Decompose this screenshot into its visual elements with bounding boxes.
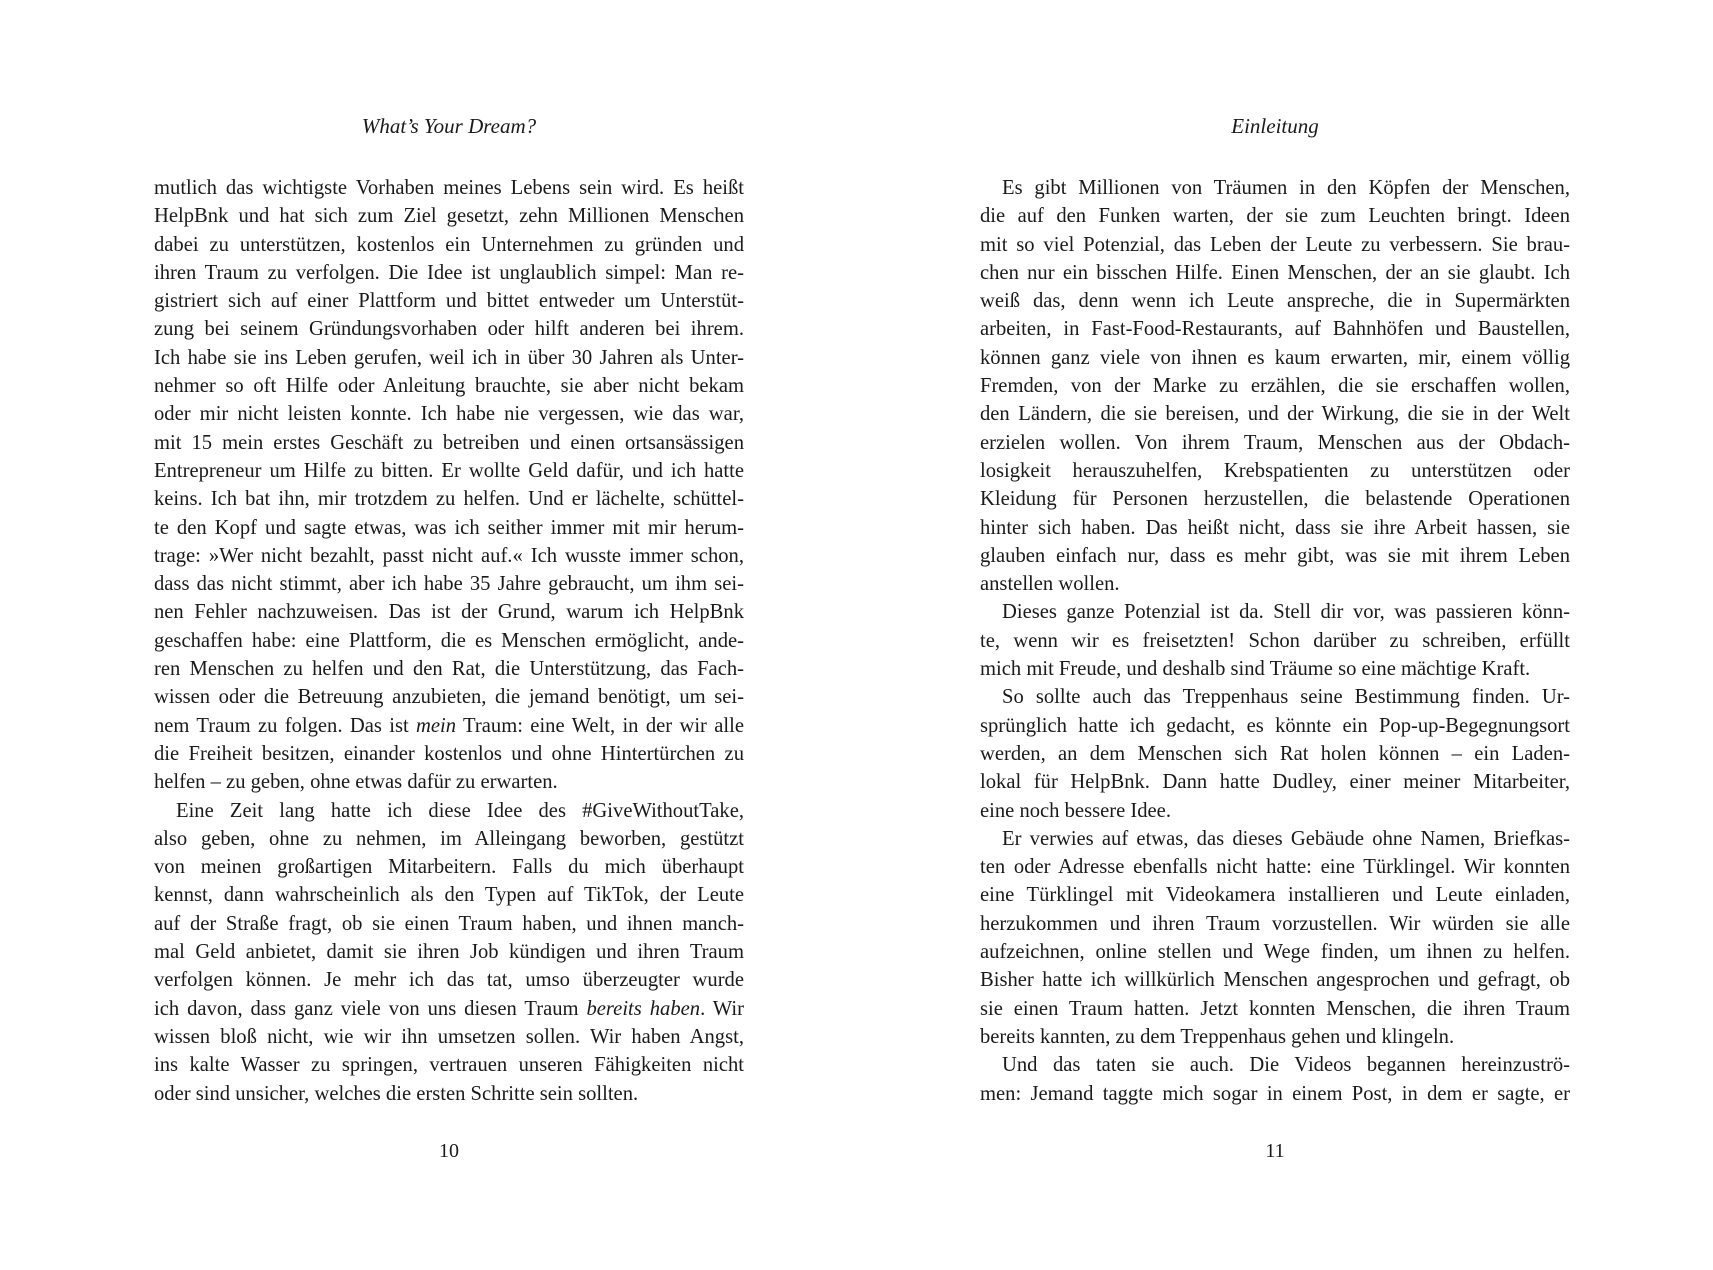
text-line: men: Jemand taggte mich sogar in einem Post, in dem er sagte, er <box>980 1082 1570 1105</box>
text-line: oder mir nicht leisten konnte. Ich habe nie vergessen, wie das war, <box>154 403 744 426</box>
text-line: mal Geld anbietet, damit sie ihren Job kündigen und ihren Traum <box>154 941 744 964</box>
text-line: Dieses ganze Potenzial ist da. Stell dir vor, was passieren könn- <box>1002 601 1570 624</box>
text-line: den Ländern, die sie bereisen, und der Wirkung, die sie in der Welt <box>980 403 1570 426</box>
text-line: dabei zu unterstützen, kostenlos ein Unternehmen zu gründen und <box>154 233 744 256</box>
page-number: 10 <box>439 1140 459 1162</box>
text-line: ren Menschen zu helfen und den Rat, die Unterstützung, das Fach- <box>154 658 744 681</box>
text-line: auf der Straße fragt, ob sie einen Traum haben, und ihnen manch- <box>154 912 744 935</box>
text-line: keins. Ich bat ihn, mir trotzdem zu helfen. Und er lächelte, schüttel- <box>154 488 744 511</box>
text-line: ich davon, dass ganz viele von uns diesen Traum bereits haben. Wir <box>154 997 744 1020</box>
text-line: aufzeichnen, online stellen und Wege finden, um ihnen zu helfen. <box>980 941 1570 964</box>
text-line: trage: »Wer nicht bezahlt, passt nicht auf.« Ich wusste immer schon, <box>154 544 744 567</box>
text-line: Eine Zeit lang hatte ich diese Idee des #GiveWithoutTake, <box>176 799 744 822</box>
text-line: anstellen wollen. <box>980 573 1120 596</box>
text-line: wissen oder die Betreuung anzubieten, die jemand benötigt, um sei- <box>154 686 744 709</box>
text-line: ten oder Adresse ebenfalls nicht hatte: eine Türklingel. Wir konnten <box>980 856 1570 879</box>
text-line: Entrepreneur um Hilfe zu bitten. Er wollte Geld dafür, und ich hatte <box>154 459 744 482</box>
text-line: wissen bloß nicht, wie wir ihn umsetzen sollen. Wir haben Angst, <box>154 1025 744 1048</box>
text-line: geschaffen habe: eine Plattform, die es Menschen ermöglicht, ande- <box>154 629 744 652</box>
body-text <box>980 174 1570 1108</box>
page-number: 11 <box>1265 1140 1285 1162</box>
text-line: verfolgen können. Je mehr ich das tat, umso überzeugter wurde <box>154 969 744 992</box>
text-line: HelpBnk und hat sich zum Ziel gesetzt, zehn Millionen Menschen <box>154 205 744 228</box>
text-line: hinter sich haben. Das heißt nicht, dass sie ihre Arbeit hassen, sie <box>980 516 1570 539</box>
right-page <box>980 0 1570 1270</box>
left-page <box>154 0 744 1270</box>
text-line: Er verwies auf etwas, das dieses Gebäude ohne Namen, Briefkas- <box>1002 827 1570 850</box>
text-line: die auf den Funken warten, der sie zum Leuchten bringt. Ideen <box>980 205 1570 228</box>
text-line: können ganz viele von ihnen es kaum erwarten, mir, einem völlig <box>980 346 1570 369</box>
text-line: sprünglich hatte ich gedacht, es könnte ein Pop-up-Begegnungsort <box>980 714 1570 737</box>
text-line: lokal für HelpBnk. Dann hatte Dudley, einer meiner Mitarbeiter, <box>980 771 1570 794</box>
text-line: Fremden, von der Marke zu erzählen, die sie erschaffen wollen, <box>980 375 1570 398</box>
text-line: mit so viel Potenzial, das Leben der Leute zu verbessern. Sie brau- <box>980 233 1570 256</box>
text-line: bereits kannten, zu dem Treppenhaus gehen und klingeln. <box>980 1025 1455 1048</box>
text-line: nehmer so oft Hilfe oder Anleitung brauchte, sie aber nicht bekam <box>154 375 744 398</box>
text-line: eine noch bessere Idee. <box>980 799 1171 822</box>
text-line: Kleidung für Personen herzustellen, die belastende Operationen <box>980 488 1570 511</box>
text-line: kennst, dann wahrscheinlich als den Typen auf TikTok, der Leute <box>154 884 744 907</box>
text-line: mich mit Freude, und deshalb sind Träume so eine mächtige Kraft. <box>980 658 1531 681</box>
running-head: Einleitung <box>1231 114 1319 138</box>
text-line: herzukommen und ihren Traum vorzustellen. Wir würden sie alle <box>980 912 1570 935</box>
text-line: zung bei seinem Gründungsvorhaben oder hilft anderen bei ihrem. <box>154 318 744 341</box>
text-line: glauben einfach nur, dass es mehr gibt, was sie mit ihrem Leben <box>980 544 1570 567</box>
text-line: die Freiheit besitzen, einander kostenlos und ohne Hintertürchen zu <box>154 742 744 765</box>
text-line: losigkeit herauszuhelfen, Krebspatienten zu unterstützen oder <box>980 459 1570 482</box>
text-line: te, wenn wir es freisetzten! Schon darüber zu schreiben, erfüllt <box>980 629 1570 652</box>
text-line: also geben, ohne zu nehmen, im Alleingang beworben, gestützt <box>154 827 744 850</box>
emphasis: bereits haben <box>586 997 701 1020</box>
text-line: dass das nicht stimmt, aber ich habe 35 Jahre gebraucht, um ihm sei- <box>154 573 744 596</box>
text-line: mit 15 mein erstes Geschäft zu betreiben und einen ortsansässigen <box>154 431 744 454</box>
text-line: te den Kopf und sagte etwas, was ich seither immer mit mir herum- <box>154 516 744 539</box>
text-line: gistriert sich auf einer Plattform und bittet entweder um Unterstüt- <box>154 290 744 313</box>
text-line: ins kalte Wasser zu springen, vertrauen unseren Fähigkeiten nicht <box>154 1054 744 1077</box>
text-line: nen Fehler nachzuweisen. Das ist der Grund, warum ich HelpBnk <box>154 601 744 624</box>
emphasis: mein <box>416 714 457 737</box>
body-text <box>154 174 744 1108</box>
text-line: Und das taten sie auch. Die Videos begannen hereinzuströ- <box>1002 1054 1570 1077</box>
text-line: nem Traum zu folgen. Das ist mein Traum: eine Welt, in der wir alle <box>154 714 744 737</box>
text-line: So sollte auch das Treppenhaus seine Bestimmung finden. Ur- <box>1002 686 1570 709</box>
text-line: Ich habe sie ins Leben gerufen, weil ich in über 30 Jahren als Unter- <box>154 346 744 369</box>
text-line: sie einen Traum hatten. Jetzt konnten Menschen, die ihren Traum <box>980 997 1570 1020</box>
text-line: chen nur ein bisschen Hilfe. Einen Menschen, der an sie glaubt. Ich <box>980 261 1570 284</box>
running-head: What’s Your Dream? <box>361 114 537 138</box>
text-line: ihren Traum zu verfolgen. Die Idee ist unglaublich simpel: Man re- <box>154 261 744 284</box>
text-line: eine Türklingel mit Videokamera installieren und Leute einladen, <box>980 884 1570 907</box>
text-line: erzielen wollen. Von ihrem Traum, Menschen aus der Obdach- <box>980 431 1570 454</box>
text-line: Bisher hatte ich willkürlich Menschen angesprochen und gefragt, ob <box>980 969 1570 992</box>
text-line: arbeiten, in Fast-Food-Restaurants, auf Bahnhöfen und Baustellen, <box>980 318 1570 341</box>
text-line: werden, an dem Menschen sich Rat holen können – ein Laden- <box>980 742 1570 765</box>
text-line: helfen – zu geben, ohne etwas dafür zu erwarten. <box>154 771 558 794</box>
text-line: Es gibt Millionen von Träumen in den Köpfen der Menschen, <box>1002 177 1570 199</box>
text-line: oder sind unsicher, welches die ersten Schritte sein sollten. <box>154 1082 639 1105</box>
text-line: von meinen großartigen Mitarbeitern. Falls du mich überhaupt <box>154 856 744 879</box>
text-line: mutlich das wichtigste Vorhaben meines Lebens sein wird. Es heißt <box>154 177 744 199</box>
text-line: weiß das, denn wenn ich Leute anspreche, die in Supermärkten <box>980 290 1570 313</box>
